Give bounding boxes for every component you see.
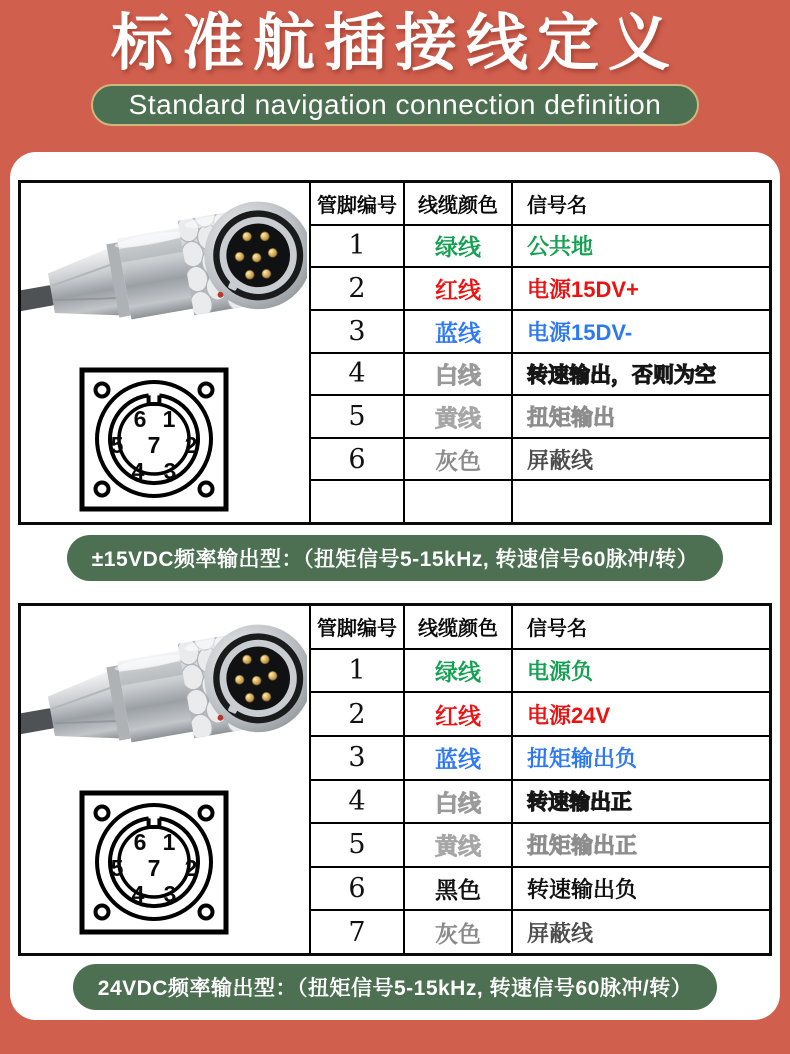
pin-number-label: 1 bbox=[162, 829, 176, 855]
wire-color-header: 线缆颜色 bbox=[405, 183, 513, 224]
wire-color-cell: 绿线 bbox=[405, 226, 513, 267]
connector-photo bbox=[21, 183, 307, 359]
wire-color-cell: 白线 bbox=[405, 354, 513, 395]
table-row bbox=[311, 481, 769, 522]
signal-name-cell bbox=[513, 481, 769, 522]
pin-number-cell: 2 bbox=[311, 693, 405, 735]
table-row bbox=[311, 439, 769, 482]
signal-name-cell: 电源24V bbox=[527, 702, 611, 728]
signal-name-cell: 屏蔽线 bbox=[527, 447, 594, 473]
pin-number-cell: 5 bbox=[311, 396, 405, 437]
pin-number-label: 2 bbox=[184, 855, 198, 881]
signal-name-cell: 公共地 bbox=[527, 234, 594, 260]
pin-number-label: 7 bbox=[147, 855, 161, 881]
page-title: 标准航插接线定义 bbox=[110, 6, 679, 79]
pin-number-cell: 3 bbox=[311, 737, 405, 779]
signal-name-cell: 屏蔽线 bbox=[527, 920, 594, 946]
wire-color-cell: 蓝线 bbox=[405, 311, 513, 352]
table-row bbox=[311, 268, 769, 311]
wire-color-cell: 灰色 bbox=[405, 439, 513, 480]
subtitle-banner bbox=[91, 84, 700, 126]
connector-panel-15vdc bbox=[18, 180, 772, 525]
table-row bbox=[311, 311, 769, 354]
pin-number-cell: 1 bbox=[311, 650, 405, 692]
pin-number-label: 4 bbox=[131, 881, 145, 907]
pin-number-cell: 6 bbox=[311, 868, 405, 910]
table-row bbox=[311, 824, 769, 868]
connector-photo-svg bbox=[21, 183, 307, 359]
pin-number-cell bbox=[311, 481, 405, 522]
wire-color-cell: 灰色 bbox=[405, 911, 513, 953]
pin-diagram bbox=[79, 790, 229, 935]
table-header-row bbox=[311, 606, 769, 650]
signal-name-header: 信号名 bbox=[527, 194, 587, 217]
wire-color-cell: 黑色 bbox=[405, 868, 513, 910]
table-row bbox=[311, 396, 769, 439]
pin-number-cell: 4 bbox=[311, 781, 405, 823]
pin-number-label: 6 bbox=[133, 406, 147, 432]
wire-color-cell: 红线 bbox=[405, 268, 513, 309]
pin-number-cell: 1 bbox=[311, 226, 405, 267]
wire-color-header: 线缆颜色 bbox=[405, 606, 513, 648]
pin-number-label: 4 bbox=[131, 458, 145, 484]
wiring-table-15vdc bbox=[309, 183, 769, 522]
signal-name-cell: 电源负 bbox=[527, 658, 594, 684]
wire-color-cell: 绿线 bbox=[405, 650, 513, 692]
output-type-banner-15vdc: ±15VDC频率输出型：（扭矩信号5-15kHz, 转速信号60脉冲/转） bbox=[67, 535, 723, 581]
signal-name-header: 信号名 bbox=[527, 618, 587, 641]
pin-number-cell: 5 bbox=[311, 824, 405, 866]
wire-color-cell: 白线 bbox=[405, 781, 513, 823]
pin-number-cell: 7 bbox=[311, 911, 405, 953]
pin-diagram-svg bbox=[79, 790, 229, 935]
pin-number-cell: 3 bbox=[311, 311, 405, 352]
signal-name-cell: 转速输出负 bbox=[527, 877, 638, 903]
pin-diagram-svg bbox=[79, 367, 229, 512]
table-row bbox=[311, 737, 769, 781]
pin-number-label: 3 bbox=[163, 458, 177, 484]
signal-name-cell: 扭矩输出负 bbox=[527, 746, 638, 772]
signal-name-cell: 电源15DV- bbox=[527, 319, 633, 345]
wire-color-cell: 黄线 bbox=[405, 396, 513, 437]
pin-diagram bbox=[79, 367, 229, 512]
header bbox=[0, 0, 790, 152]
table-row bbox=[311, 868, 769, 912]
output-type-banner-24vdc: 24VDC频率输出型：（扭矩信号5-15kHz, 转速信号60脉冲/转） bbox=[73, 964, 717, 1010]
pin-number-cell: 2 bbox=[311, 268, 405, 309]
table-header-row bbox=[311, 183, 769, 226]
connector-photo bbox=[21, 606, 307, 782]
signal-name-cell: 转速输出正 bbox=[527, 791, 632, 815]
table-row bbox=[311, 781, 769, 825]
table-row bbox=[311, 226, 769, 269]
pin-number-label: 3 bbox=[163, 881, 177, 907]
pin-number-label: 7 bbox=[147, 432, 161, 458]
pin-number-label: 5 bbox=[110, 855, 124, 881]
pin-number-label: 2 bbox=[184, 432, 198, 458]
pin-number-label: 5 bbox=[110, 432, 124, 458]
wire-color-cell bbox=[405, 481, 513, 522]
table-row bbox=[311, 650, 769, 694]
signal-name-cell: 扭矩输出正 bbox=[527, 833, 638, 859]
wire-color-cell: 黄线 bbox=[405, 824, 513, 866]
signal-name-cell: 扭矩输出 bbox=[527, 404, 616, 430]
pin-number-header: 管脚编号 bbox=[311, 183, 405, 224]
subtitle-text: Standard navigation connection definition bbox=[128, 88, 662, 120]
pin-number-cell: 4 bbox=[311, 354, 405, 395]
signal-name-cell: 转速输出，否则为空 bbox=[527, 363, 716, 387]
pin-number-label: 6 bbox=[133, 829, 147, 855]
signal-name-cell: 电源15DV+ bbox=[527, 277, 639, 303]
wire-color-cell: 红线 bbox=[405, 693, 513, 735]
pin-number-cell: 6 bbox=[311, 439, 405, 480]
connector-panel-24vdc bbox=[18, 603, 772, 956]
table-row bbox=[311, 911, 769, 953]
pin-number-label: 1 bbox=[162, 406, 176, 432]
table-row bbox=[311, 693, 769, 737]
wire-color-cell: 蓝线 bbox=[405, 737, 513, 779]
wiring-table-24vdc bbox=[309, 606, 769, 953]
connector-photo-svg bbox=[21, 606, 307, 782]
content-card bbox=[10, 152, 780, 1020]
table-row bbox=[311, 354, 769, 397]
pin-number-header: 管脚编号 bbox=[311, 606, 405, 648]
